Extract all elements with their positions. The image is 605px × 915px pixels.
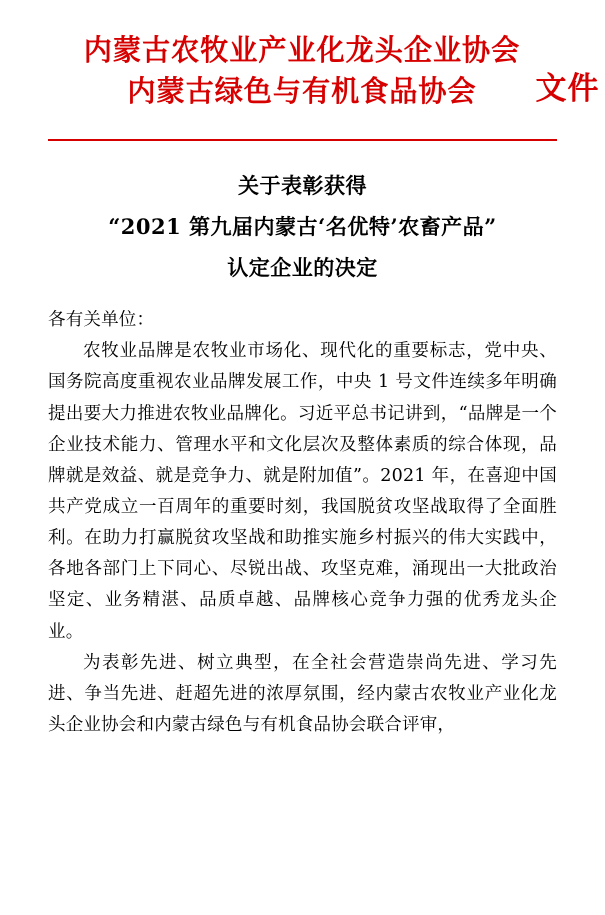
letterhead-red-rule — [48, 139, 557, 141]
document-body — [48, 305, 557, 741]
body-paragraph-1: 农牧业品牌是农牧业市场化、现代化的重要标志，党中央、国务院高度重视农业品牌发展工作，中央 1 号文件连续多年明确提出要大力推进农牧业品牌化。习近平总书记讲到，“品牌是一个企业技术能力、管理水平和文化层次及整体素质的综合体现，品牌就是效益、就是竞争力、就是附加值”。2021 年，在喜迎中国共产党成立一百周年的重要时刻，我国脱贫攻坚战取得了全面胜利。在助力打赢脱贫攻坚战和助推实施乡村振兴的伟大实践中，各地各部门上下同心、尽锐出战、攻坚克难，涌现出一大批政治坚定、业务精湛、品质卓越、品牌核心竞争力强的优秀龙头企业。 — [48, 341, 557, 642]
body-salutation: 各有关单位： — [48, 310, 155, 331]
body-paragraph-2: 为表彰先进、树立典型，在全社会营造崇尚先进、学习先进、争当先进、赶超先进的浓厚氛围，经内蒙古农牧业产业化龙头企业协会和内蒙古绿色与有机食品协会联合评审， — [48, 652, 557, 735]
letterhead-document-word: 文件 — [535, 71, 600, 107]
letterhead-org-line-1: 内蒙古农牧业产业化龙头企业协会 — [84, 33, 521, 67]
title-line-3: 认定企业的决定 — [227, 255, 378, 281]
document-title — [48, 166, 557, 289]
letterhead-org-names — [77, 30, 600, 112]
letterhead-org-line-2: 内蒙古绿色与有机食品协会 — [127, 74, 478, 109]
title-line-2: “2021 第九届内蒙古‘名优特’农畜产品” — [108, 214, 497, 240]
letterhead — [48, 0, 600, 141]
title-line-1: 关于表彰获得 — [238, 173, 367, 199]
